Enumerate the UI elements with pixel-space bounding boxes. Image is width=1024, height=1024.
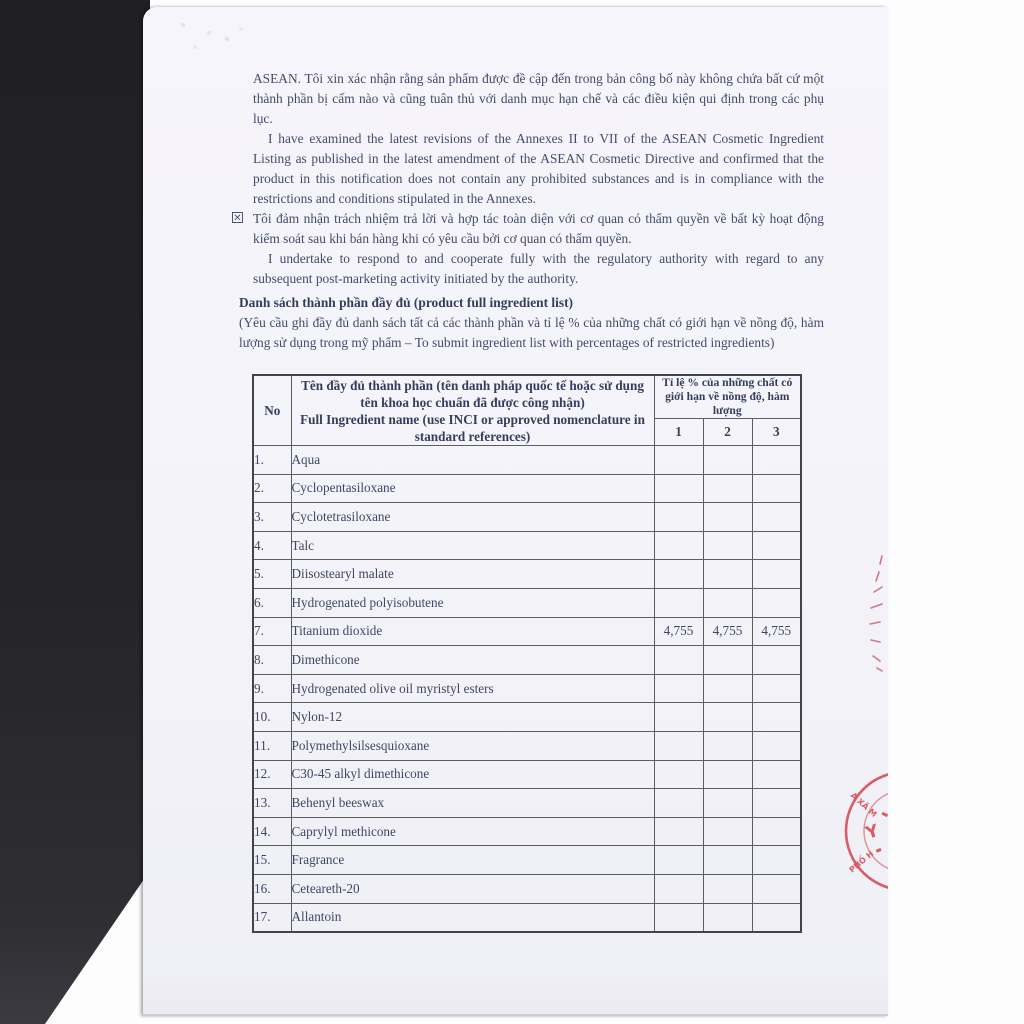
pct-value-3 [752, 760, 801, 789]
pct-value-1 [654, 703, 703, 732]
pct-value-2 [703, 703, 752, 732]
pct-value-1 [654, 846, 703, 875]
row-number: 12. [253, 760, 291, 789]
pct-value-1 [654, 503, 703, 532]
red-ink-marks [863, 552, 887, 676]
pct-value-2 [703, 560, 752, 589]
pct-value-1 [654, 474, 703, 503]
pct-value-2 [703, 903, 752, 932]
row-number: 9. [253, 674, 291, 703]
pct-value-1 [654, 760, 703, 789]
ingredient-name: Cyclotetrasiloxane [291, 503, 654, 532]
ingredient-name: Hydrogenated polyisobutene [291, 588, 654, 617]
pct-value-3 [752, 903, 801, 932]
pct-value-1 [654, 588, 703, 617]
pct-value-1 [654, 531, 703, 560]
ingredient-name: Ceteareth-20 [291, 874, 654, 903]
table-row [253, 846, 801, 875]
pct-value-3 [752, 846, 801, 875]
paragraph-vi-annexes: ASEAN. Tôi xin xác nhận rằng sản phẩm được đề cập đến trong bản công bố này không chứa bất cứ một thành phần bị cấm nào và cũng tuân thủ với danh mục hạn chế và các điều kiện qui định trong các phụ lục. [253, 71, 824, 126]
header-percentage-group: Tỉ lệ % của những chất có giới hạn về nồng độ, hàm lượng [654, 375, 801, 419]
row-number: 16. [253, 874, 291, 903]
row-number: 15. [253, 846, 291, 875]
svg-text:Y: Y [863, 820, 882, 844]
ingredient-name: Cyclopentasiloxane [291, 474, 654, 503]
row-number: 5. [253, 560, 291, 589]
pct-value-1 [654, 674, 703, 703]
pct-value-2 [703, 874, 752, 903]
pct-value-2 [703, 674, 752, 703]
header-no: No [253, 375, 291, 446]
table-row [253, 617, 801, 646]
svg-text:PHỐ H: PHỐ H [847, 849, 876, 875]
paragraph-en-undertake: I undertake to respond to and cooperate fully with the regulatory authority with regard to any subsequent post-marketing activity initiated by the authority. [253, 251, 824, 286]
pct-value-3 [752, 703, 801, 732]
row-number: 7. [253, 617, 291, 646]
ingredient-name: Hydrogenated olive oil myristyl esters [291, 674, 654, 703]
table-row [253, 760, 801, 789]
pct-value-1 [654, 646, 703, 675]
ingredient-list-note: (Yêu cầu ghi đầy đủ danh sách tất cả các thành phần và tỉ lệ % của những chất có giới hạn về nồng độ, hàm lượng sử dụng trong mỹ phẩm – To submit ingredient list with percentages of restricted ingredients) [239, 315, 824, 350]
pct-value-2 [703, 474, 752, 503]
row-number: 11. [253, 731, 291, 760]
paragraph-vi-undertake [233, 209, 824, 249]
pct-value-1 [654, 789, 703, 818]
pct-value-1 [654, 731, 703, 760]
header-col-1: 1 [654, 419, 703, 446]
pct-value-3 [752, 531, 801, 560]
pct-value-2 [703, 789, 752, 818]
pct-value-2 [703, 817, 752, 846]
pct-value-3 [752, 503, 801, 532]
pct-value-2 [703, 446, 752, 475]
table-row [253, 731, 801, 760]
paragraph-en-annexes: I have examined the latest revisions of the Annexes II to VII of the ASEAN Cosmetic Ingredient Listing as published in the latest amendment of the ASEAN Cosmetic Directive and confirmed that the product in this notification does not contain any prohibited substances and is in compliance with the restrictions and conditions stipulated in the Annexes. [253, 131, 824, 206]
table-row [253, 903, 801, 932]
row-number: 1. [253, 446, 291, 475]
pct-value-1 [654, 560, 703, 589]
table-row [253, 446, 801, 475]
row-number: 10. [253, 703, 291, 732]
ingredient-name: C30-45 alkyl dimethicone [291, 760, 654, 789]
row-number: 8. [253, 646, 291, 675]
intro-text-block [233, 69, 824, 353]
row-number: 13. [253, 789, 291, 818]
pct-value-3 [752, 674, 801, 703]
table-row [253, 531, 801, 560]
table-row [253, 503, 801, 532]
table-row [253, 789, 801, 818]
ingredient-name: Behenyl beeswax [291, 789, 654, 818]
table-row [253, 817, 801, 846]
row-number: 14. [253, 817, 291, 846]
row-number: 3. [253, 503, 291, 532]
header-ingredient-name: Tên đầy đủ thành phần (tên danh pháp quốc tế hoặc sử dụng tên khoa học chuẩn đã được công nhận) Full Ingredient name (use INCI or approved nomenclature in standard references) [291, 375, 654, 446]
ingredient-name: Talc [291, 531, 654, 560]
pct-value-1: 4,755 [654, 617, 703, 646]
pct-value-3 [752, 560, 801, 589]
pct-value-3 [752, 446, 801, 475]
ingredient-name: Polymethylsilsesquioxane [291, 731, 654, 760]
pct-value-1 [654, 817, 703, 846]
pct-value-1 [654, 874, 703, 903]
row-number: 2. [253, 474, 291, 503]
table-row [253, 874, 801, 903]
ingredient-table [252, 374, 802, 933]
ingredient-section-intro [239, 293, 824, 353]
table-row [253, 474, 801, 503]
ingredient-name: Allantoin [291, 903, 654, 932]
pct-value-3 [752, 789, 801, 818]
row-number: 4. [253, 531, 291, 560]
checked-checkbox-icon: ✕ [233, 213, 242, 224]
ingredient-table-header [253, 375, 801, 446]
table-row [253, 674, 801, 703]
table-row [253, 646, 801, 675]
row-number: 6. [253, 588, 291, 617]
pct-value-3 [752, 874, 801, 903]
header-col-2: 2 [703, 419, 752, 446]
ingredient-name: Diisostearyl malate [291, 560, 654, 589]
pct-value-2 [703, 503, 752, 532]
pct-value-2 [703, 588, 752, 617]
paper-smudge [181, 23, 185, 27]
svg-text:A XÃ M: A XÃ M [848, 790, 879, 819]
table-row [253, 560, 801, 589]
document-page [143, 7, 888, 1016]
ingredient-name: Aqua [291, 446, 654, 475]
pct-value-2 [703, 846, 752, 875]
ingredient-list-heading: Danh sách thành phần đầy đủ (product full ingredient list) [239, 295, 573, 310]
table-row [253, 703, 801, 732]
pct-value-3 [752, 817, 801, 846]
ingredient-name: Titanium dioxide [291, 617, 654, 646]
header-col-3: 3 [752, 419, 801, 446]
pct-value-3 [752, 474, 801, 503]
ingredient-name: Caprylyl methicone [291, 817, 654, 846]
paragraph-vi-undertake-text: Tôi đảm nhận trách nhiệm trả lời và hợp tác toàn diện với cơ quan có thẩm quyền về bất kỳ hoạt động kiểm soát sau khi bán hàng khi có yêu cầu bởi cơ quan có thẩm quyền. [253, 211, 824, 246]
red-stamp-fragment-icon [842, 751, 888, 911]
pct-value-3 [752, 588, 801, 617]
pct-value-3 [752, 646, 801, 675]
row-number: 17. [253, 903, 291, 932]
scanner-background [0, 0, 150, 1024]
table-row [253, 588, 801, 617]
ingredient-name: Dimethicone [291, 646, 654, 675]
ingredient-table-body [253, 446, 801, 932]
pct-value-1 [654, 446, 703, 475]
pct-value-2 [703, 731, 752, 760]
pct-value-1 [654, 903, 703, 932]
ingredient-name: Nylon-12 [291, 703, 654, 732]
pct-value-2 [703, 531, 752, 560]
pct-value-2 [703, 760, 752, 789]
pct-value-2 [703, 646, 752, 675]
pct-value-3: 4,755 [752, 617, 801, 646]
pct-value-3 [752, 731, 801, 760]
pct-value-2: 4,755 [703, 617, 752, 646]
ingredient-name: Fragrance [291, 846, 654, 875]
